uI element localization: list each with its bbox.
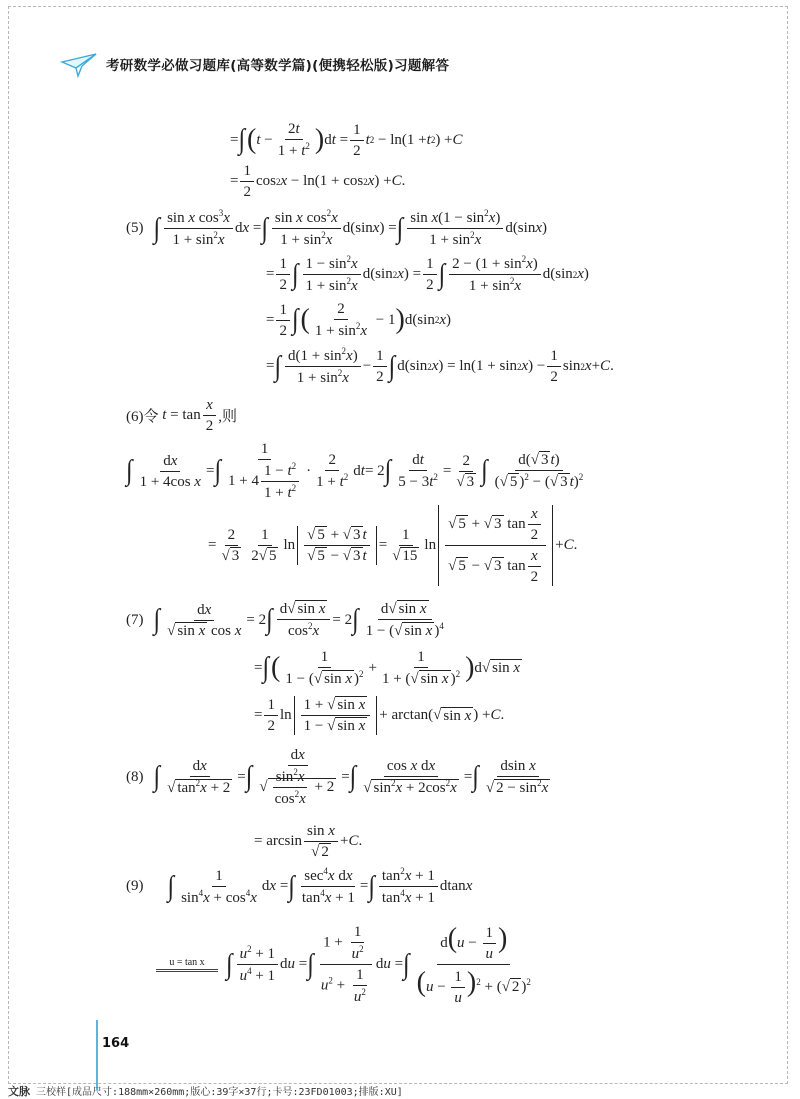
problem-6-intro: (6)令 t = tan x 2 ,则 [126,397,237,434]
substitution-label: u = tan x [169,957,205,969]
paper-plane-icon [60,50,100,78]
book-title: 考研数学必做习题库(高等数学篇)(便携轻松版)习题解答 [106,58,450,74]
problem-8-line-2: = arcsin sin x √ 2 + C . [254,823,363,860]
problem-7-line-1: (7) ∫ dx √ sin x cos x = 2 ∫ d√ sin x $\cos^2x$ = 2 ∫ d√ sin x 1 − (√ sin x )$^4$ [126,601,444,639]
problem-8-label: (8) [126,768,144,785]
eq-line-2: = 1 2 cos 2 x − ln(1 + cos 2 x ) + C . [230,163,406,200]
footer-info: 三校样[成品尺寸:188mm×260mm;版心:39字×37行;卡号:23FD01003;排版:XU] [36,1087,403,1098]
problem-5-line-1: (5) ∫ sin x $\cos^3x$ $1 + \sin^2x$ d x = ∫ sin x $\cos^2x$ $1 + \sin^2x$ d(sin x ) = ∫ $\sin x(1 - \sin^2x)$ $1 + \sin^2x$ d(sin x ) [126,208,547,248]
problem-7-line-3: = 1 2 ln 1 + √ sin x 1 − √ sin x + arctan(√ sin x ) + C . [254,697,505,734]
problem-9-line-1: (9) ∫ 1 $\sin^4x + \cos^4x$ d x = ∫ $\sec^4x$ dx $\tan^4x + 1$ = ∫ $\tan^2x + 1$ $\tan^4x + 1$ dtan x [126,866,473,906]
page-header [60,50,449,78]
problem-8-line-1: (8) ∫ dx √ $\tan^2x + 2$ = ∫ dx √ $\frac{\sin^2x}{\cos^2x}$ + 2 = ∫ cos x dx √ $\sin^2x + 2\cos^2x$ = ∫ dsin x √ $2 - \sin^2x$ [126,747,549,807]
problem-9-line-2: u = tan x ∫ $u^2 + 1$ $u^4 + 1$ d u = ∫ 1 + $\frac{1}{u^2}$ $u^2$ + $\frac{1}{u^2}$ d u = ∫ d(u − $\frac{1}{u}$ ) (u − $\frac{1}{u}$ )$^2$ + (√ 2 )$^2$ [156,922,536,1007]
print-footer [8,1083,403,1099]
problem-6-then: ,则 [218,409,237,425]
problem-5-label: (5) [126,220,144,236]
problem-5-line-3: = 1 2 ∫ ( 2 $1 + \sin^2x$ − 1 ) d(sin 2 x ) [266,301,451,339]
page-number: 164 [102,1036,130,1051]
problem-7-label: (7) [126,611,144,628]
eq-line-1: = ∫ ( t − 2t $1 + t^2$ ) d t = 1 2 t 2 − ln(1 + t 2 ) + C [230,121,463,159]
problem-6-line-1: ∫ dx 1 + 4cos x = ∫ 1 1 + 4 $\frac{1 - t^2}{1 + t^2}$ · 2 $1 + t^2$ d t = 2 ∫ dt $5 - 3t^2$ = 2 √ 3 ∫ d(√ 3 t) (√ 5 )$^2$ − (√ 3 t)$^2$ [126,441,584,501]
problem-5-line-4: = ∫ $d(1 + \sin^2x)$ $1 + \sin^2x$ − 1 2 ∫ d(sin 2 x ) = ln(1 + sin 2 x ) − 1 2 sin 2 x + C . [266,346,614,386]
problem-6-line-2: = 2 √ 3 1 2√ 5 ln √ 5 + √ 3 t √ 5 − √ 3 t = 1 √ 15 ln √ 5 + √ 3 tan $\frac{x}{2}$ √ 5 − √ 3 tan $\frac{x}{2}$ + C . [208,506,578,585]
substitution-arrow [156,957,218,972]
margin-rule [96,1020,98,1090]
problem-7-line-2: = ∫ ( 1 1 − (√ sin x )$^2$ + 1 1 + (√ sin x )$^2$ ) d√ sin x [254,649,521,687]
problem-9-label: (9) [126,878,144,894]
footer-brand: 文脉 [8,1085,30,1098]
problem-5-line-2: = 1 2 ∫ $1 - \sin^2x$ $1 + \sin^2x$ d(sin 2 x ) = 1 2 ∫ $2 - (1 + \sin^2x)$ $1 + \sin^2x$ d(sin 2 x ) [266,254,589,294]
problem-6-label: (6)令 [126,409,159,425]
